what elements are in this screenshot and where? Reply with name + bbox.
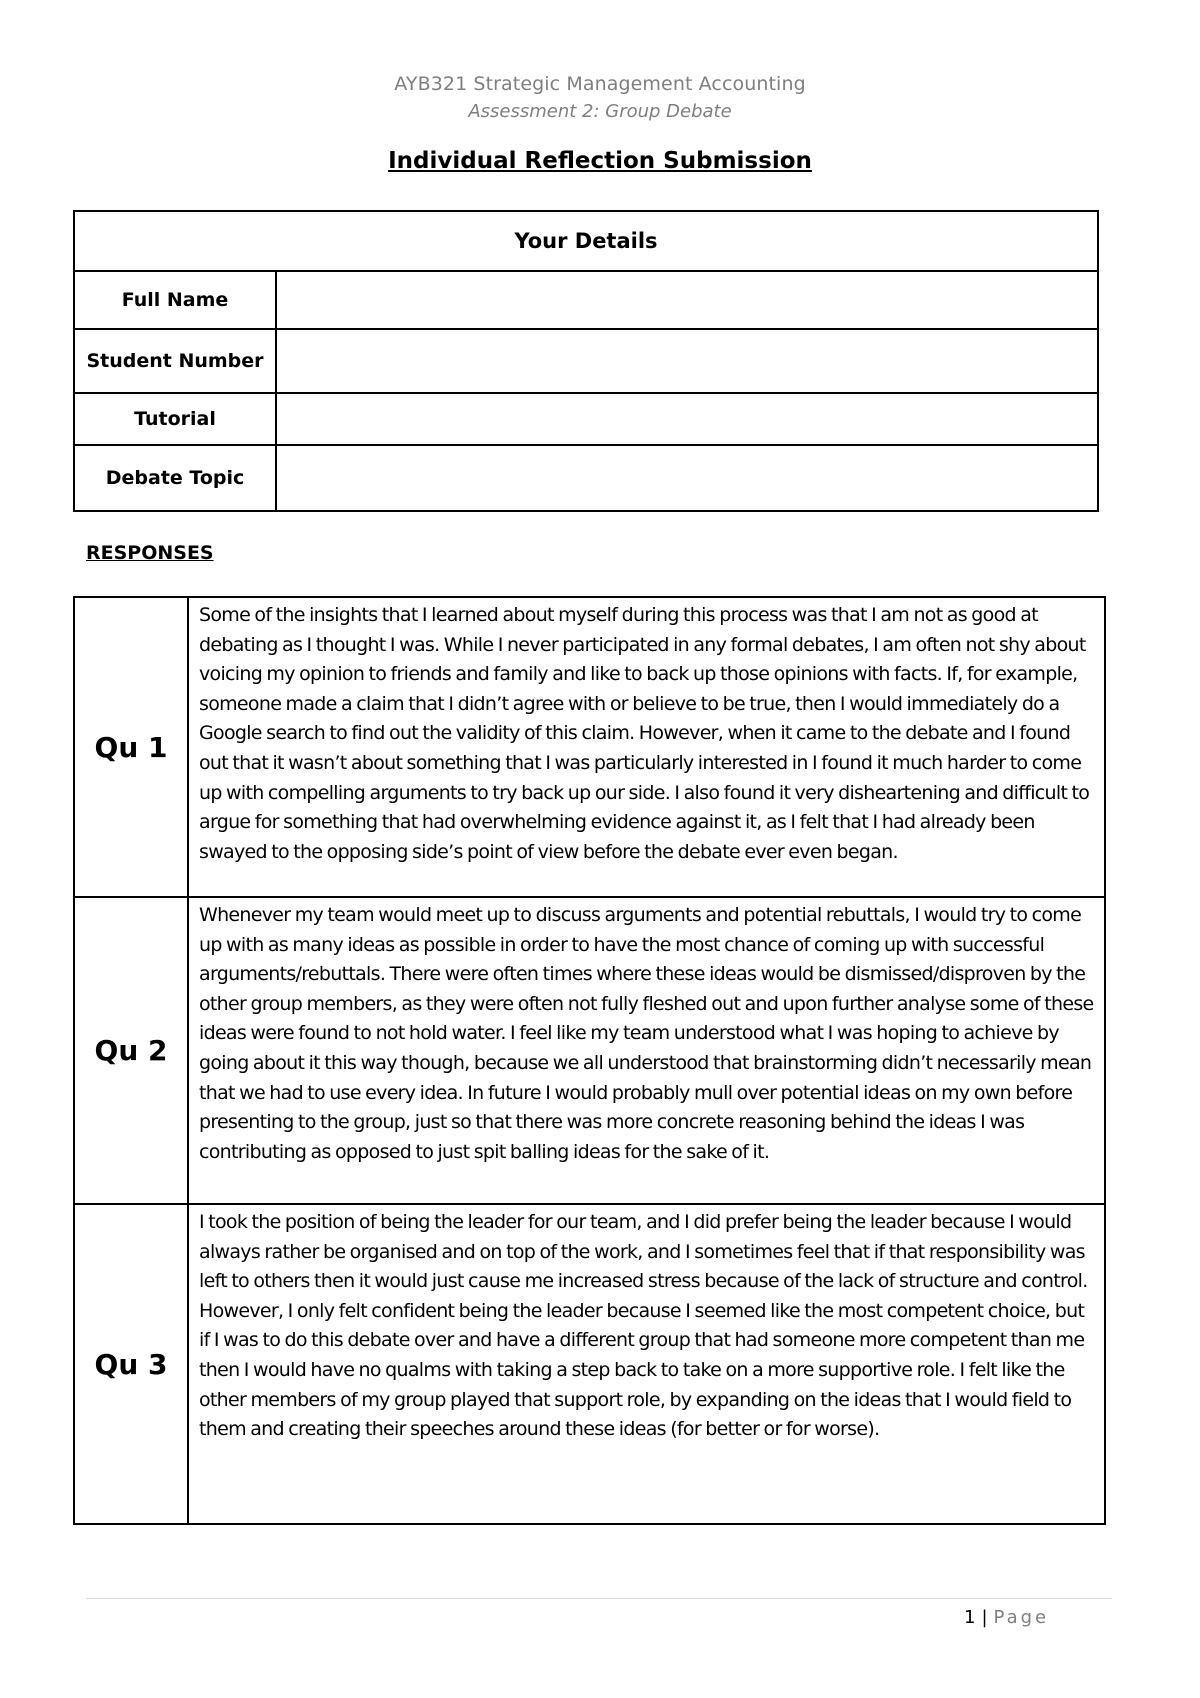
details-table	[73, 210, 1099, 512]
tutorial-label: Tutorial	[74, 393, 276, 445]
question-3-label: Qu 3	[74, 1204, 188, 1524]
question-2-response: Whenever my team would meet up to discuss arguments and potential rebuttals, I would try to come up with as many ideas as possible in order to have the most chance of coming up with successful arguments/rebuttals. There were often times where these ideas would be dismissed/disproven by the other group members, as they were often not fully fleshed out and upon further analyse some of these ideas were found to not hold water. I feel like my team understood what I was hoping to achieve by going about it this way though, because we all understood that brainstorming didn’t necessarily mean that we had to use every idea. In future I would probably mull over potential ideas on my own before presenting to the group, just so that there was more concrete reasoning behind the ideas I was contributing as opposed to just spit balling ideas for the sake of it.	[188, 897, 1105, 1204]
student-number-field[interactable]	[276, 329, 1098, 393]
question-2-label: Qu 2	[74, 897, 188, 1204]
document-title: Individual Reflection Submission	[388, 148, 812, 174]
full-name-field[interactable]	[276, 271, 1098, 329]
debate-topic-label: Debate Topic	[74, 445, 276, 511]
page-separator: |	[981, 1607, 988, 1628]
debate-topic-field[interactable]	[276, 445, 1098, 511]
responses-table	[73, 596, 1106, 1525]
page-number	[964, 1607, 1049, 1628]
assessment-subtitle: Assessment 2: Group Debate	[468, 101, 732, 122]
page-label: Page	[993, 1607, 1050, 1628]
footer-divider	[86, 1598, 1112, 1599]
page-number-value: 1	[964, 1607, 976, 1628]
tutorial-field[interactable]	[276, 393, 1098, 445]
course-title: AYB321 Strategic Management Accounting	[394, 73, 806, 95]
question-3-response: I took the position of being the leader for our team, and I did prefer being the leader because I would always rather be organised and on top of the work, and I sometimes feel that if that responsibility was left to others then it would just cause me increased stress because of the lack of structure and control. However, I only felt confident being the leader because I seemed like the most competent choice, but if I was to do this debate over and have a different group that had someone more competent than me then I would have no qualms with taking a step back to take on a more supportive role. I felt like the other members of my group played that support role, by expanding on the ideas that I would field to them and creating their speeches around these ideas (for better or for worse).	[188, 1204, 1105, 1524]
student-number-label: Student Number	[74, 329, 276, 393]
question-1-label: Qu 1	[74, 597, 188, 897]
question-1-response: Some of the insights that I learned about myself during this process was that I am not as good at debating as I thought I was. While I never participated in any formal debates, I am often not shy about voicing my opinion to friends and family and like to back up those opinions with facts. If, for example, someone made a claim that I didn’t agree with or believe to be true, then I would immediately do a Google search to find out the validity of this claim. However, when it came to the debate and I found out that it wasn’t about something that I was particularly interested in I found it much harder to come up with compelling arguments to try back up our side. I also found it very disheartening and difficult to argue for something that had overwhelming evidence against it, as I felt that I had already been swayed to the opposing side’s point of view before the debate ever even began.	[188, 597, 1105, 897]
full-name-label: Full Name	[74, 271, 276, 329]
details-heading: Your Details	[74, 211, 1098, 271]
responses-heading: RESPONSES	[86, 542, 214, 564]
